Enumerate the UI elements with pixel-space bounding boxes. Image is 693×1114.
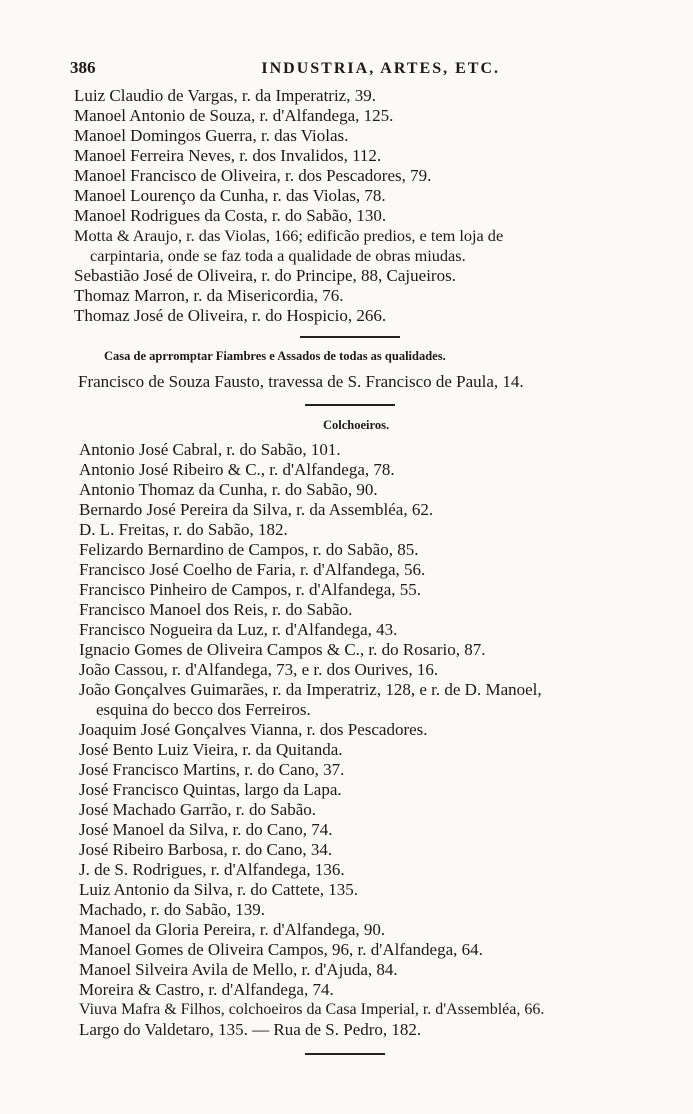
entry-line: Thomaz Marron, r. da Misericordia, 76.	[74, 286, 344, 305]
entry-line: Manoel Lourenço da Cunha, r. das Violas, 78.	[74, 186, 386, 205]
entry-line: José Francisco Martins, r. do Cano, 37.	[79, 760, 345, 779]
entry-line: Luiz Antonio da Silva, r. do Cattete, 135.	[79, 880, 359, 899]
running-head: INDUSTRIA, ARTES, ETC.	[261, 60, 500, 77]
entry-line: Bernardo José Pereira da Silva, r. da Assembléa, 62.	[79, 500, 434, 519]
entry-line: J. de S. Rodrigues, r. d'Alfandega, 136.	[79, 860, 345, 879]
entry-line: Manoel Rodrigues da Costa, r. do Sabão, 130.	[74, 206, 387, 225]
entry-line: Manoel Francisco de Oliveira, r. dos Pescadores, 79.	[74, 166, 432, 185]
section-heading: Casa de aprromptar Fiambres e Assados de todas as qualidades.	[104, 349, 446, 363]
entry-line: Manoel Domingos Guerra, r. das Violas.	[74, 126, 349, 145]
entry-line: Antonio José Ribeiro & C., r. d'Alfandega, 78.	[79, 460, 395, 479]
entry-line: Manoel Antonio de Souza, r. d'Alfandega, 125.	[74, 106, 394, 125]
entry-continuation: carpintaria, onde se faz toda a qualidade de obras miudas.	[90, 246, 466, 265]
entry-line: Viuva Mafra & Filhos, colchoeiros da Casa Imperial, r. d'Assembléa, 66.	[79, 1001, 545, 1018]
entry-line: João Cassou, r. d'Alfandega, 73, e r. dos Ourives, 16.	[79, 660, 439, 679]
entry-line: Francisco Manoel dos Reis, r. do Sabão.	[79, 600, 353, 619]
entry-line: José Manoel da Silva, r. do Cano, 74.	[79, 820, 333, 839]
section-heading: Colchoeiros.	[323, 418, 390, 432]
entry-line: Sebastião José de Oliveira, r. do Principe, 88, Cajueiros.	[74, 266, 456, 285]
entry-line: José Ribeiro Barbosa, r. do Cano, 34.	[79, 840, 333, 859]
entry-line: Antonio José Cabral, r. do Sabão, 101.	[79, 440, 341, 459]
entry-line: Felizardo Bernardino de Campos, r. do Sabão, 85.	[79, 540, 419, 559]
entry-line: Antonio Thomaz da Cunha, r. do Sabão, 90.	[79, 480, 378, 499]
entry-line: José Francisco Quintas, largo da Lapa.	[79, 780, 342, 799]
section-divider	[305, 1053, 385, 1055]
entry-line: José Bento Luiz Vieira, r. da Quitanda.	[79, 740, 343, 759]
entry-line: Moreira & Castro, r. d'Alfandega, 74.	[79, 980, 334, 999]
entry-line: Joaquim José Gonçalves Vianna, r. dos Pescadores.	[79, 720, 428, 739]
entry-line: Manoel Silveira Avila de Mello, r. d'Ajuda, 84.	[79, 960, 398, 979]
section-divider	[305, 404, 395, 406]
entry-line: Francisco Nogueira da Luz, r. d'Alfandega, 43.	[79, 620, 398, 639]
entry-line: Ignacio Gomes de Oliveira Campos & C., r. do Rosario, 87.	[79, 640, 486, 659]
entry-line: José Machado Garrão, r. do Sabão.	[79, 800, 316, 819]
entry-continuation: esquina do becco dos Ferreiros.	[96, 700, 311, 719]
entry-line: João Gonçalves Guimarães, r. da Imperatriz, 128, e r. de D. Manoel,	[79, 680, 542, 699]
entry-line: Manoel Gomes de Oliveira Campos, 96, r. d'Alfandega, 64.	[79, 940, 483, 959]
entry-line: Largo do Valdetaro, 135. — Rua de S. Pedro, 182.	[79, 1020, 422, 1039]
entry-line: Thomaz José de Oliveira, r. do Hospicio, 266.	[74, 306, 387, 325]
entry-line: Francisco de Souza Fausto, travessa de S. Francisco de Paula, 14.	[78, 372, 524, 391]
entry-line: Francisco Pinheiro de Campos, r. d'Alfandega, 55.	[79, 580, 422, 599]
entry-line: Luiz Claudio de Vargas, r. da Imperatriz, 39.	[74, 86, 376, 105]
section-divider	[300, 336, 400, 338]
entry-line: D. L. Freitas, r. do Sabão, 182.	[79, 520, 288, 539]
page-number: 386	[70, 58, 96, 77]
page-header	[70, 58, 500, 82]
entry-line: Manoel Ferreira Neves, r. dos Invalidos, 112.	[74, 146, 382, 165]
entry-line: Machado, r. do Sabão, 139.	[79, 900, 266, 919]
entry-line: Motta & Araujo, r. das Violas, 166; edificão predios, e tem loja de	[74, 226, 504, 245]
entry-line: Francisco José Coelho de Faria, r. d'Alfandega, 56.	[79, 560, 426, 579]
entry-line: Manoel da Gloria Pereira, r. d'Alfandega, 90.	[79, 920, 386, 939]
